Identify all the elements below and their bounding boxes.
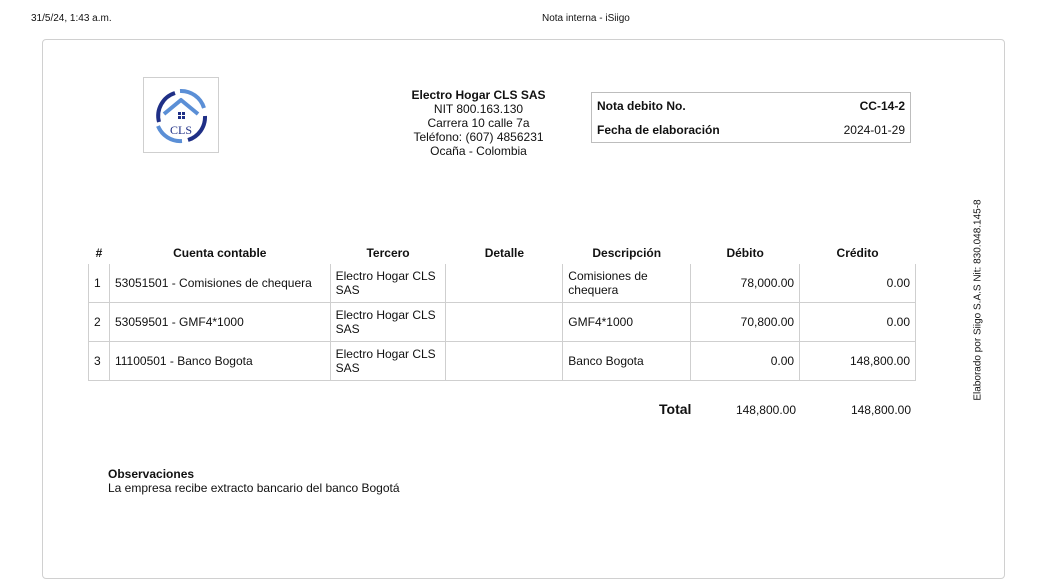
column-header-third-party: Tercero xyxy=(366,246,410,260)
company-logo xyxy=(143,77,219,153)
table-row xyxy=(89,342,916,381)
table-header-row xyxy=(89,242,916,264)
row-detail xyxy=(446,342,563,381)
print-datetime: 31/5/24, 1:43 a.m. xyxy=(31,13,112,24)
row-detail xyxy=(446,303,563,342)
row-debit: 78,000.00 xyxy=(691,264,800,303)
observations-text: La empresa recibe extracto bancario del banco Bogotá xyxy=(108,481,400,495)
row-number: 1 xyxy=(89,264,110,303)
document-info-box xyxy=(591,92,911,143)
column-header-account: Cuenta contable xyxy=(173,246,267,260)
row-third-party: Electro Hogar CLS SAS xyxy=(330,342,446,381)
column-header-number: # xyxy=(95,246,103,260)
row-description: Comisiones de chequera xyxy=(563,264,691,303)
row-description: GMF4*1000 xyxy=(563,303,691,342)
row-account: 11100501 - Banco Bogota xyxy=(109,342,330,381)
total-credit: 148,800.00 xyxy=(850,403,911,417)
row-credit: 148,800.00 xyxy=(800,342,916,381)
company-city: Ocaña - Colombia xyxy=(430,144,527,158)
row-number: 2 xyxy=(89,303,110,342)
company-nit: NIT 800.163.130 xyxy=(433,102,524,116)
column-header-detail: Detalle xyxy=(484,246,525,260)
total-label: Total xyxy=(659,401,692,417)
accounting-entries-table xyxy=(88,242,916,381)
row-account: 53059501 - GMF4*1000 xyxy=(109,303,330,342)
row-credit: 0.00 xyxy=(800,264,916,303)
observations-title: Observaciones xyxy=(108,467,195,481)
company-name: Electro Hogar CLS SAS xyxy=(411,88,546,102)
document-date-row xyxy=(597,123,905,139)
total-debit: 148,800.00 xyxy=(735,403,796,417)
row-debit: 70,800.00 xyxy=(691,303,800,342)
row-number: 3 xyxy=(89,342,110,381)
company-phone: Teléfono: (607) 4856231 xyxy=(413,130,544,144)
row-description: Banco Bogota xyxy=(563,342,691,381)
row-third-party: Electro Hogar CLS SAS xyxy=(330,303,446,342)
row-account: 53051501 - Comisiones de chequera xyxy=(109,264,330,303)
company-address: Carrera 10 calle 7a xyxy=(427,116,530,130)
table-row xyxy=(89,303,916,342)
row-detail xyxy=(446,264,563,303)
document-date-value: 2024-01-29 xyxy=(843,123,905,137)
row-third-party: Electro Hogar CLS SAS xyxy=(330,264,446,303)
logo-text: CLS xyxy=(169,123,193,137)
column-header-debit: Débito xyxy=(726,246,764,260)
row-credit: 0.00 xyxy=(800,303,916,342)
document-date-label: Fecha de elaboración xyxy=(597,123,720,137)
column-header-credit: Crédito xyxy=(836,246,879,260)
document-number-label: Nota debito No. xyxy=(597,99,686,113)
column-header-description: Descripción xyxy=(592,246,662,260)
vertical-credit-note: Elaborado por Siigo S.A.S Nit: 830.048.145-8 xyxy=(972,199,984,401)
document-number-value: CC-14-2 xyxy=(859,99,905,113)
document-number-row xyxy=(597,99,905,115)
row-debit: 0.00 xyxy=(691,342,800,381)
table-row xyxy=(89,264,916,303)
company-info xyxy=(400,88,557,158)
page-title: Nota interna - iSiigo xyxy=(542,13,630,24)
